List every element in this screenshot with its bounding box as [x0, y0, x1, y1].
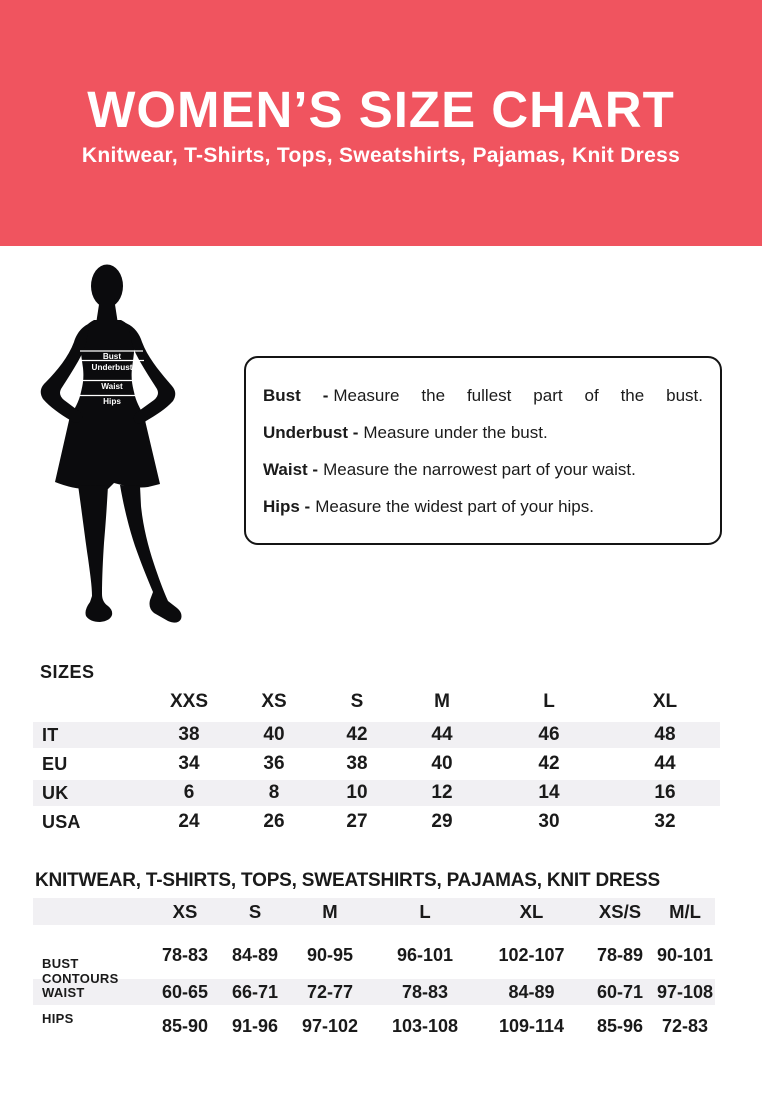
row-label: USA — [42, 811, 81, 832]
cell-value: 24 — [178, 811, 200, 832]
cell-value: 78-83 — [161, 945, 209, 965]
column-header: XS — [261, 691, 287, 712]
cell-value: 14 — [538, 782, 560, 803]
column-header: L — [543, 691, 555, 712]
measure-term-hips: Hips - — [263, 497, 311, 516]
waist-label: Waist — [101, 382, 123, 391]
page-subtitle: Knitwear, T-Shirts, Tops, Sweatshirts, Pajamas, Knit Dress — [81, 144, 681, 167]
bust-label: Bust — [102, 352, 122, 361]
column-header: XS/S — [598, 900, 642, 922]
table-header-row — [33, 690, 720, 714]
measure-term-underbust: Underbust - — [263, 423, 359, 442]
cell-value: 44 — [654, 753, 676, 774]
column-header: XXS — [169, 691, 209, 712]
underbust-label: Underbust — [91, 363, 133, 372]
cell-value: 78-83 — [401, 981, 449, 1002]
column-header: S — [248, 900, 262, 922]
cell-value: 78-89 — [596, 945, 644, 965]
measurement-guide-box — [244, 356, 722, 545]
cell-value: 32 — [654, 811, 676, 832]
cell-value: 48 — [654, 724, 676, 745]
cell-value: 72-77 — [306, 981, 354, 1002]
garment-measurement-table — [33, 898, 715, 1034]
cell-value: 36 — [263, 753, 285, 774]
cell-value: 84-89 — [508, 981, 555, 1002]
woman-silhouette-figure — [30, 258, 240, 643]
cell-value: 90-101 — [656, 945, 714, 965]
cell-value: 42 — [346, 724, 368, 745]
measure-term-bust: Bust - — [263, 386, 329, 405]
measure-term-waist: Waist - — [263, 460, 319, 479]
cell-value: 60-71 — [596, 981, 644, 1002]
row-label: UK — [42, 782, 69, 803]
cell-value: 29 — [431, 811, 453, 832]
table-row — [33, 1008, 715, 1034]
garment-section-title: KNITWEAR, T-SHIRTS, TOPS, SWEATSHIRTS, PAJAMAS, KNIT DRESS — [35, 870, 660, 891]
cell-value: 12 — [431, 782, 453, 803]
cell-value: 72-83 — [661, 1016, 709, 1036]
column-header: XS — [172, 900, 198, 922]
column-header: XL — [652, 691, 678, 712]
left-leg-shape — [78, 485, 112, 622]
cell-value: 38 — [346, 753, 368, 774]
cell-value: 97-108 — [656, 981, 714, 1002]
cell-value: 96-101 — [396, 945, 454, 965]
cell-value: 97-102 — [301, 1016, 359, 1036]
sizes-conversion-table — [33, 690, 720, 838]
cell-value: 66-71 — [231, 981, 279, 1002]
measure-text-waist: Measure the narrowest part of your waist. — [323, 460, 636, 479]
cell-value: 109-114 — [498, 1016, 565, 1036]
cell-value: 40 — [431, 753, 453, 774]
header-banner — [0, 0, 762, 246]
column-header: M/L — [669, 900, 701, 922]
cell-value: 103-108 — [391, 1016, 459, 1036]
sizes-section-title: SIZES — [40, 662, 95, 682]
cell-value: 40 — [263, 724, 285, 745]
cell-value: 10 — [346, 782, 368, 803]
cell-value: 42 — [538, 753, 560, 774]
cell-value: 84-89 — [231, 945, 279, 965]
measure-text-bust: Measure the fullest part of the bust. — [333, 386, 703, 405]
column-header: S — [350, 691, 364, 712]
measure-instruction-bust — [263, 384, 703, 407]
woman-silhouette-svg — [30, 258, 240, 643]
measure-instruction-underbust — [263, 421, 703, 444]
cell-value: 27 — [346, 811, 368, 832]
page-title: WOMEN’S SIZE CHART — [87, 81, 675, 138]
right-leg-shape — [120, 485, 182, 623]
cell-value: 91-96 — [231, 1016, 279, 1036]
cell-value: 26 — [263, 811, 285, 832]
cell-value: 85-90 — [161, 1016, 209, 1036]
table-row — [33, 809, 720, 835]
measure-instruction-waist — [263, 458, 703, 481]
cell-value: 46 — [538, 724, 560, 745]
row-label: EU — [42, 753, 68, 774]
cell-value: 102-107 — [498, 945, 565, 965]
row-label: IT — [42, 724, 59, 745]
cell-value: 60-65 — [161, 981, 209, 1002]
row-label: WAIST — [42, 984, 85, 1000]
column-header: M — [434, 691, 450, 712]
cell-value: 44 — [431, 724, 453, 745]
measure-instruction-hips — [263, 495, 703, 518]
cell-value: 6 — [183, 782, 195, 803]
table-row — [33, 780, 720, 806]
table-header-row — [33, 898, 715, 925]
measure-text-underbust: Measure under the bust. — [363, 423, 548, 442]
column-header: L — [419, 900, 431, 922]
table-row — [33, 751, 720, 777]
row-label: BUST CONTOURS — [42, 956, 119, 986]
hips-label: Hips — [103, 397, 121, 406]
row-label: HIPS — [42, 1011, 74, 1026]
column-header: XL — [519, 900, 544, 922]
cell-value: 8 — [268, 782, 280, 803]
cell-value: 38 — [178, 724, 200, 745]
cell-value: 30 — [538, 811, 560, 832]
cell-value: 90-95 — [306, 945, 354, 965]
cell-value: 85-96 — [596, 1016, 644, 1036]
cell-value: 16 — [654, 782, 676, 803]
column-header: M — [322, 900, 338, 922]
cell-value: 34 — [178, 753, 200, 774]
measure-text-hips: Measure the widest part of your hips. — [315, 497, 594, 516]
table-row — [33, 722, 720, 748]
table-row — [33, 942, 715, 986]
